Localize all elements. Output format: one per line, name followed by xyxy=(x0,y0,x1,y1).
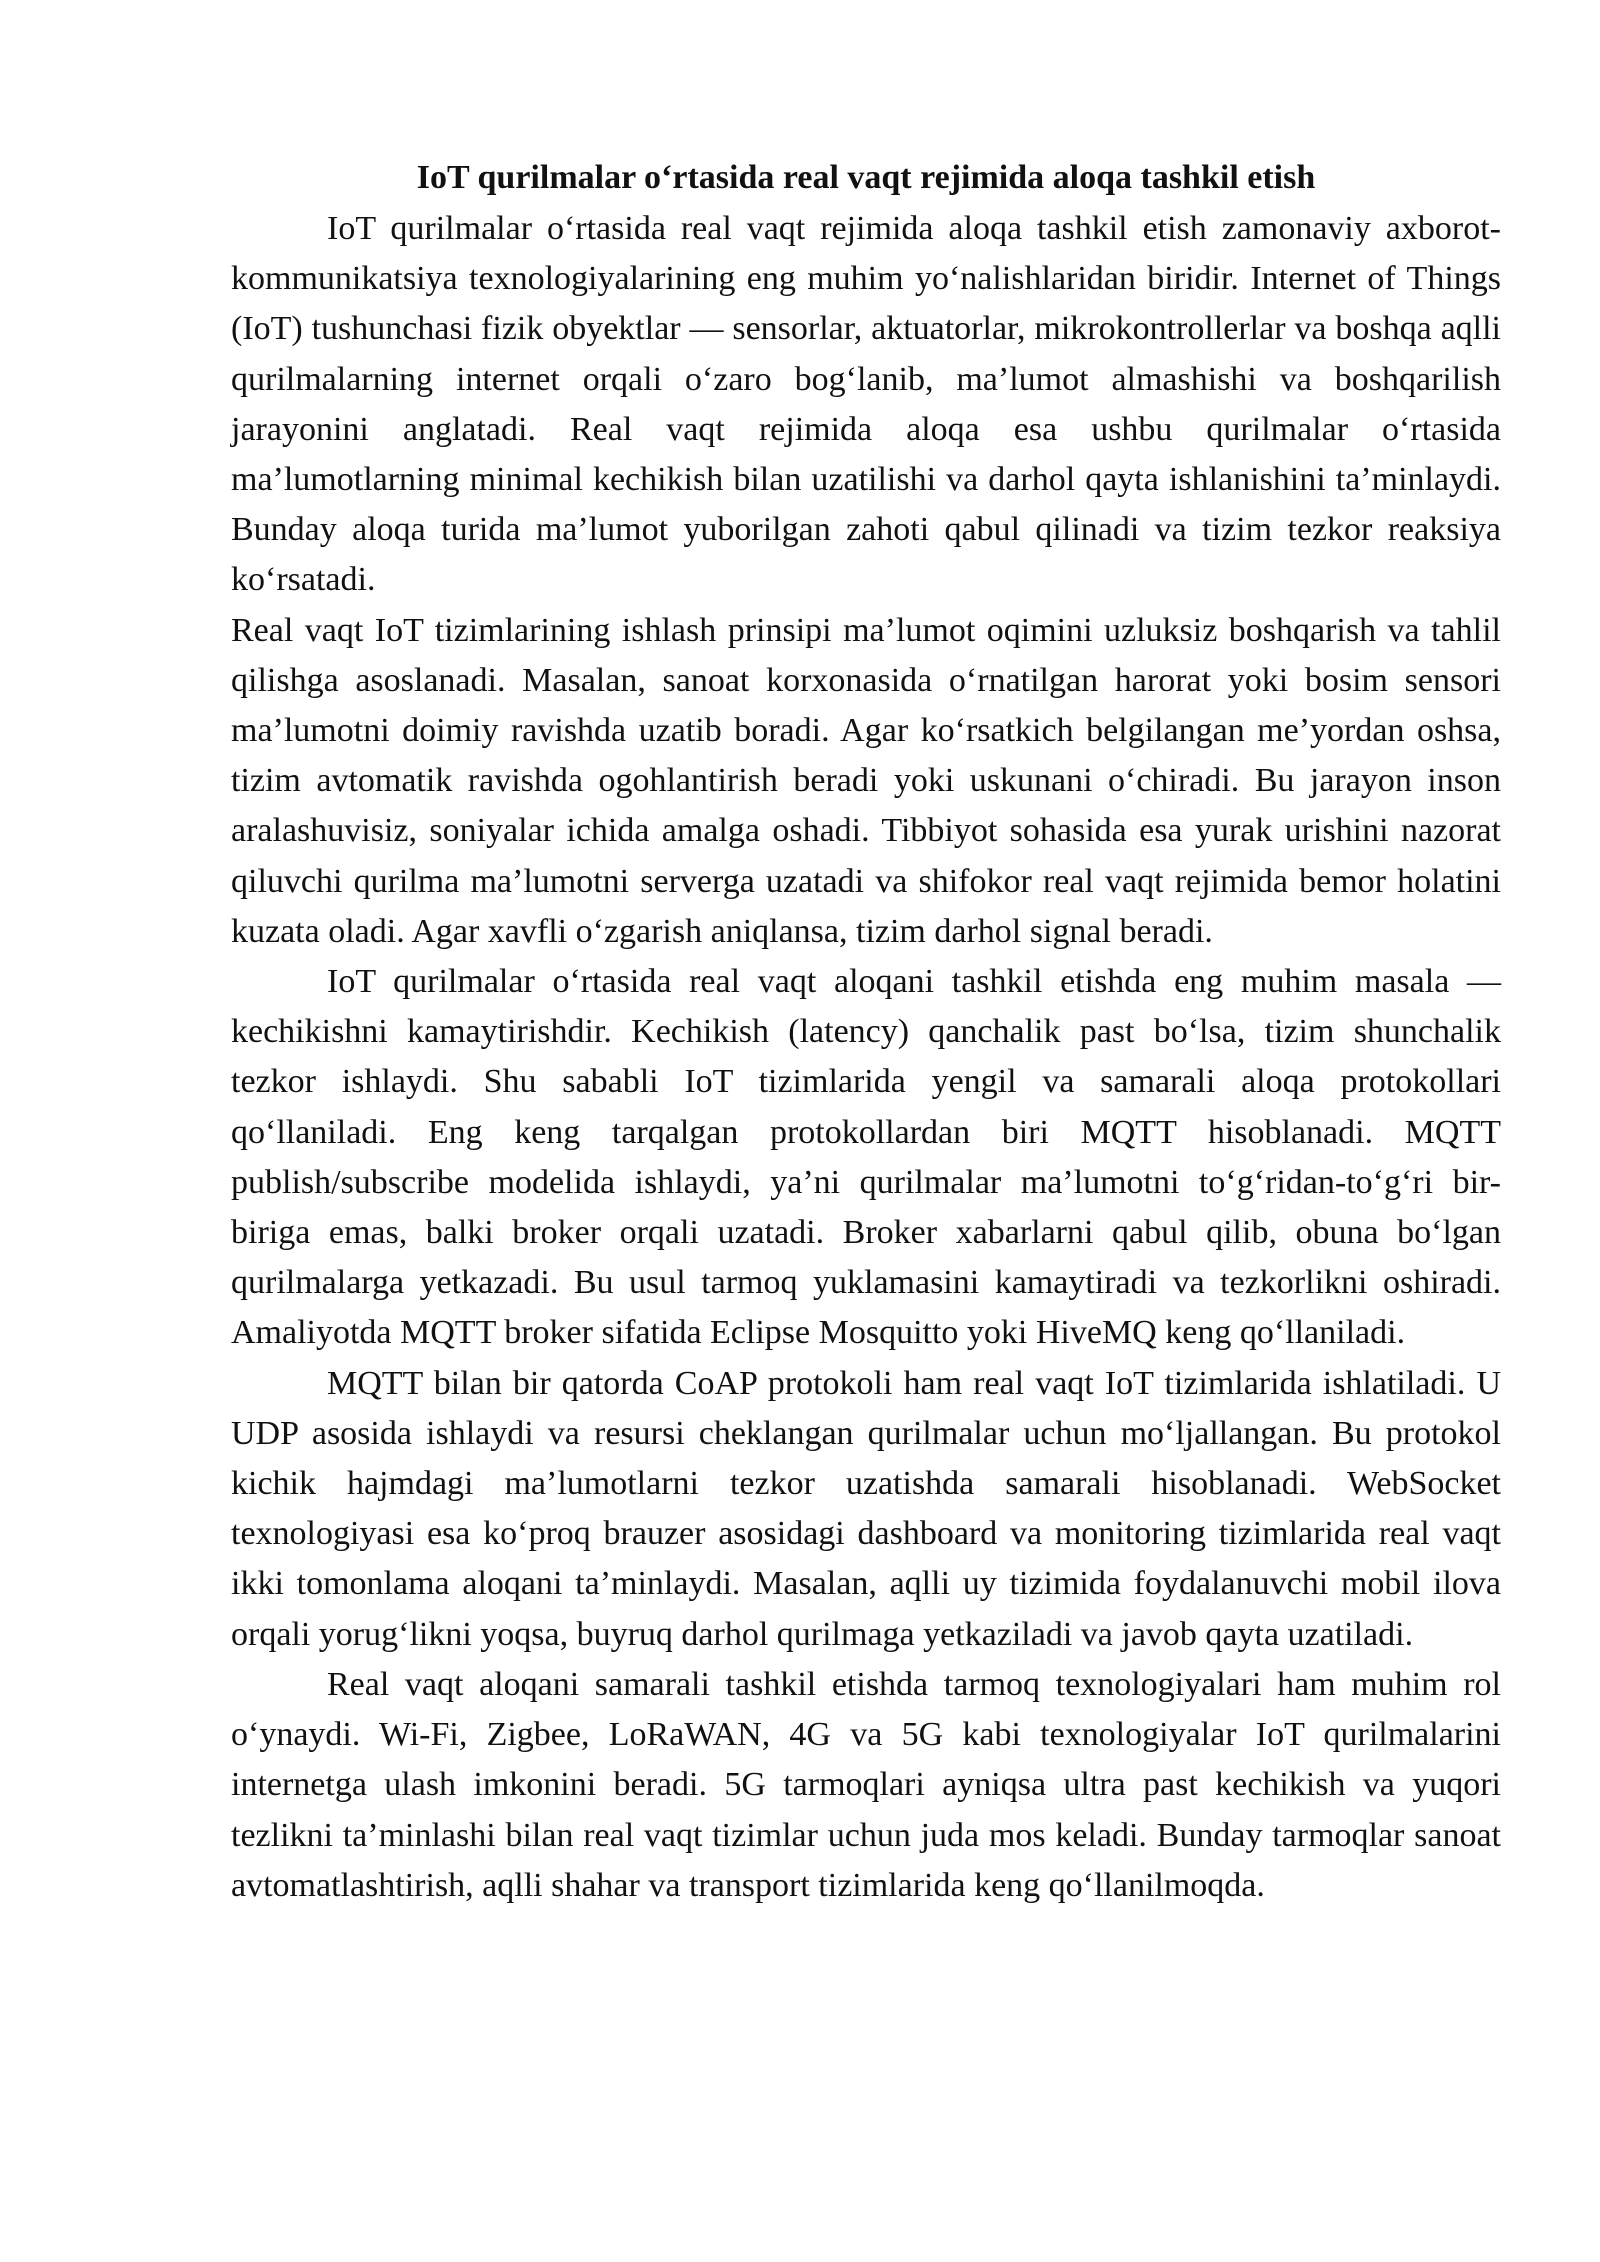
paragraph-principle: Real vaqt IoT tizimlarining ishlash prinsipi ma’lumot oqimini uzluksiz boshqarish va tahlil qilishga asoslanadi. Masalan, sanoat korxonasida o‘rnatilgan harorat yoki bosim sensori ma’lumotni doimiy ravishda uzatib boradi. Agar ko‘rsatkich belgilangan me’yordan oshsa, tizim avtomatik ravishda ogohlantirish beradi yoki uskunani o‘chiradi. Bu jarayon inson aralashuvisiz, soniyalar ichida amalga oshadi. Tibbiyot sohasida esa yurak urishini nazorat qiluvchi qurilma ma’lumotni serverga uzatadi va shifokor real vaqt rejimida bemor holatini kuzata oladi. Agar xavfli o‘zgarish aniqlansa, tizim darhol signal beradi. xyxy=(231,611,1501,950)
document-body xyxy=(231,152,1501,1911)
paragraph-mqtt: IoT qurilmalar o‘rtasida real vaqt aloqani tashkil etishda eng muhim masala — kechikishni kamaytirishdir. Kechikish (latency) qanchalik past bo‘lsa, tizim shunchalik tezkor ishlaydi. Shu sababli IoT tizimlarida yengil va samarali aloqa protokollari qo‘llaniladi. Eng keng tarqalgan protokollardan biri MQTT hisoblanadi. MQTT publish/subscribe modelida ishlaydi, ya’ni qurilmalar ma’lumotni to‘g‘ridan-to‘g‘ri bir-biriga emas, balki broker orqali uzatadi. Broker xabarlarni qabul qilib, obuna bo‘lgan qurilmalarga yetkazadi. Bu usul tarmoq yuklamasini kamaytiradi va tezkorlikni oshiradi. Amaliyotda MQTT broker sifatida Eclipse Mosquitto yoki HiveMQ keng qo‘llaniladi. xyxy=(231,963,1501,1352)
paragraph-coap-websocket: MQTT bilan bir qatorda CoAP protokoli ham real vaqt IoT tizimlarida ishlatiladi. U UDP asosida ishlaydi va resursi cheklangan qurilmalar uchun mo‘ljallangan. Bu protokol kichik hajmdagi ma’lumotlarni tezkor uzatishda samarali hisoblanadi. WebSocket texnologiyasi esa ko‘proq brauzer asosidagi dashboard va monitoring tizimlarida real vaqt ikki tomonlama aloqani ta’minlaydi. Masalan, aqlli uy tizimida foydalanuvchi mobil ilova orqali yorug‘likni yoqsa, buyruq darhol qurilmaga yetkaziladi va javob qayta uzatiladi. xyxy=(231,1364,1501,1653)
paragraph-network-tech: Real vaqt aloqani samarali tashkil etishda tarmoq texnologiyalari ham muhim rol o‘ynaydi. Wi-Fi, Zigbee, LoRaWAN, 4G va 5G kabi texnologiyalar IoT qurilmalarini internetga ulash imkonini beradi. 5G tarmoqlari ayniqsa ultra past kechikish va yuqori tezlikni ta’minlashi bilan real vaqt tizimlar uchun juda mos keladi. Bunday tarmoqlar sanoat avtomatlashtirish, aqlli shahar va transport tizimlarida keng qo‘llanilmoqda. xyxy=(231,1665,1501,1904)
paragraph-intro: IoT qurilmalar o‘rtasida real vaqt rejimida aloqa tashkil etish zamonaviy axborot-kommunikatsiya texnologiyalarining eng muhim yo‘nalishlaridan biridir. Internet of Things (IoT) tushunchasi fizik obyektlar — sensorlar, aktuatorlar, mikrokontrollerlar va boshqa aqlli qurilmalarning internet orqali o‘zaro bog‘lanib, ma’lumot almashishi va boshqarilish jarayonini anglatadi. Real vaqt rejimida aloqa esa ushbu qurilmalar o‘rtasida ma’lumotlarning minimal kechikish bilan uzatilishi va darhol qayta ishlanishini ta’minlaydi. Bunday aloqa turida ma’lumot yuborilgan zahoti qabul qilinadi va tizim tezkor reaksiya ko‘rsatadi. xyxy=(231,210,1501,599)
document-title: IoT qurilmalar o‘rtasida real vaqt rejimida aloqa tashkil etish xyxy=(416,159,1316,196)
